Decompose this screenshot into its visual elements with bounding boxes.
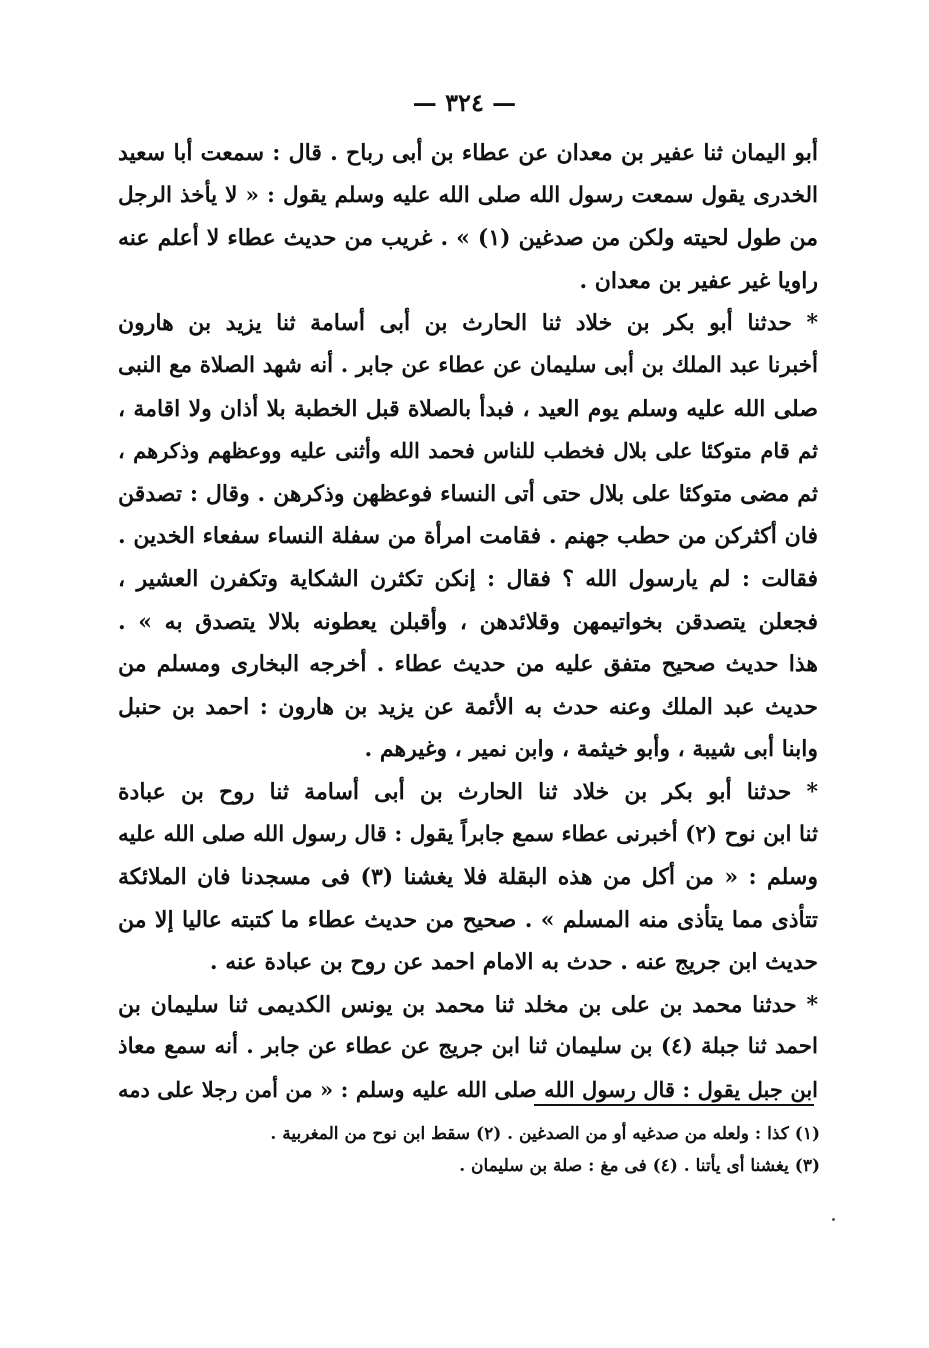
footnote-divider bbox=[534, 1104, 814, 1106]
text-line: * حدثنا محمد بن على بن مخلد ثنا محمد بن يونس الكديمى ثنا سليمان بن bbox=[118, 991, 818, 1018]
text-line: فجعلن يتصدقن بخواتيمهن وقلائدهن ، وأقبلن يعطونه بلالا يتصدق به » . bbox=[118, 608, 818, 635]
text-line: حديث عبد الملك وعنه حدث به الأئمة عن يزيد بن هارون : احمد بن حنبل bbox=[118, 693, 818, 720]
text-line: ثم قام متوكئا على بلال فخطب للناس فحمد الله وأثنى عليه ووعظهم وذكرهم ، bbox=[118, 438, 818, 464]
text-line: ثنا ابن نوح (٢) أخبرنى عطاء سمع جابراً يقول : قال رسول الله صلى الله عليه bbox=[118, 821, 818, 847]
text-line: الخدرى يقول سمعت رسول الله صلى الله عليه وسلم يقول : « لا يأخذ الرجل bbox=[118, 182, 818, 208]
text-line: ثم مضى متوكئا على بلال حتى أتى النساء فوعظهن وذكرهن . وقال : تصدقن bbox=[118, 480, 818, 507]
text-line: * حدثنا أبو بكر بن خلاد ثنا الحارث بن أبى أسامة ثنا يزيد بن هارون bbox=[118, 310, 818, 337]
text-line: صلى الله عليه وسلم يوم العيد ، فبدأ بالصلاة قبل الخطبة بلا أذان ولا اقامة ، bbox=[118, 395, 818, 422]
text-line: فقالت : لم يارسول الله ؟ فقال : إنكن تكثرن الشكاية وتكفرن العشير ، bbox=[118, 565, 818, 592]
text-line: تتأذى مما يتأذى منه المسلم » . صحيح من حديث عطاء ما كتبته عاليا إلا من bbox=[118, 906, 818, 933]
text-line: وسلم : « من أكل من هذه البقلة فلا يغشنا (٣) فى مسجدنا فان الملائكة bbox=[118, 864, 818, 891]
text-line: حديث ابن جريج عنه . حدث به الامام احمد عن روح بن عبادة عنه . bbox=[209, 949, 818, 976]
text-line: هذا حديث صحيح متفق عليه من حديث عطاء . أخرجه البخارى ومسلم من bbox=[118, 651, 818, 678]
page-number: — ٣٢٤ — bbox=[412, 88, 517, 117]
text-line: أبو اليمان ثنا عفير بن معدان عن عطاء بن أبى رباح . قال : سمعت أبا سعيد bbox=[118, 140, 818, 166]
text-line: أخبرنا عبد الملك بن أبى سليمان عن عطاء عن جابر . أنه شهد الصلاة مع النبى bbox=[118, 352, 818, 378]
main-text bbox=[118, 132, 818, 1112]
scan-speck bbox=[832, 1218, 835, 1221]
text-line: من طول لحيته ولكن من صدغين (١) » . غريب من حديث عطاء لا أعلم عنه bbox=[118, 225, 818, 252]
text-line: ابن جبل يقول : قال رسول الله صلى الله عليه وسلم : « من أمن رجلا على دمه bbox=[118, 1077, 818, 1103]
text-line: * حدثنا أبو بكر بن خلاد ثنا الحارث بن أبى أسامة ثنا روح بن عبادة bbox=[118, 778, 818, 805]
footnotes bbox=[130, 1118, 820, 1182]
text-line: وابنا أبى شيبة ، وأبو خيثمة ، وابن نمير ، وغيرهم . bbox=[364, 736, 818, 763]
footnote-line: (٣) يغشنا أى يأتنا . (٤) فى مغ : صلة بن سليمان . bbox=[459, 1156, 820, 1176]
footnote-line: (١) كذا : ولعله من صدغيه أو من الصدغين . (٢) سقط ابن نوح من المغربية . bbox=[270, 1124, 820, 1144]
text-line: راويا غير عفير بن معدان . bbox=[579, 267, 818, 294]
text-line: احمد ثنا جبلة (٤) بن سليمان ثنا ابن جريج عن عطاء عن جابر . أنه سمع معاذ bbox=[118, 1034, 818, 1060]
text-line: فان أكثركن من حطب جهنم . فقامت امرأة من سفلة النساء سفعاء الخدين . bbox=[118, 523, 818, 550]
